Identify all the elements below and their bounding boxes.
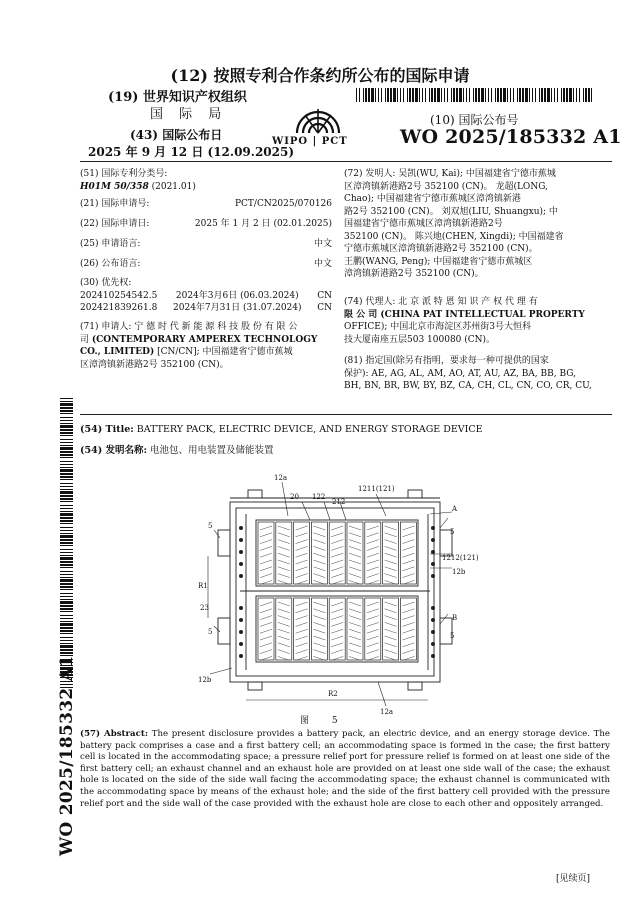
figure-label: R1 xyxy=(198,582,208,590)
priority-row: 202410254542.5 2024年3月6日 (06.03.2024) CN xyxy=(80,290,332,301)
figure-label: 5 xyxy=(450,632,455,640)
figure-label: A xyxy=(452,505,458,513)
field-25-label: (25) 申请语言: xyxy=(80,239,141,249)
field-30 xyxy=(80,277,332,315)
field-22-value: 2025 年 1 月 2 日 (02.01.2025) xyxy=(194,219,332,229)
applicant-address: 区漳湾镇新港路2号 352100 (CN)。 xyxy=(80,359,229,370)
barcode-left xyxy=(60,398,73,688)
divider xyxy=(80,414,612,415)
figure-label: 12b xyxy=(452,568,466,576)
title-chinese: (54) 发明名称: 电池包、用电装置及储能装置 xyxy=(80,445,274,456)
publication-number: WO 2025/185332 A1 xyxy=(400,126,622,148)
publication-date-label: (43) 国际公布日 xyxy=(130,128,223,142)
figure-label: 212 xyxy=(332,498,346,506)
abstract: (57) Abstract: The present disclosure provides a battery pack, an electric device, and an energy storage device. The battery pack comprises a case and a first battery cell; an accommodating space is formed in the case; the first battery cell is located in the accommodating space; a pressure relief port for pressure relief is formed on at least one side of the first battery cell; an exhaust channel and an exhaust hole are provided on at least one side wall of the case; the exhaust hole is located on the side of the side wall facing the accommodating space; the exhaust channel is communicated with the accommodating space by means of the exhaust hole; and the side of the first battery cell provided with the pressure relief port and the side wall of the case provided with the exhaust hole are close to each other and oppositely arranged. xyxy=(80,729,611,809)
priority-row: 202421839261.8 2024年7月31日 (31.07.2024) CN xyxy=(80,303,332,313)
field-51 xyxy=(80,168,332,193)
ipc-code: H01M 50/358 xyxy=(80,181,149,192)
field-30-label: (30) 优先权: xyxy=(80,278,132,288)
figure-label: 23 xyxy=(200,604,209,612)
figure-label: 12a xyxy=(380,708,394,716)
field-21-value: PCT/CN2025/070126 xyxy=(234,199,332,209)
field-71: (71) 申请人: 宁 德 时 代 新 能 源 科 技 股 份 有 限 公 司 (CONTEMPORARY AMPEREX TECHNOLOGY CO., LIMITED) [CN/CN]; 中国福建省宁德市蕉城 区漳湾镇新港路2号 352100 (CN)。 xyxy=(80,321,332,371)
publication-date: 2025 年 9 月 12 日 (12.09.2025) xyxy=(88,145,295,159)
field-22-label: (22) 国际申请日: xyxy=(80,219,150,229)
battery-pack-drawing xyxy=(190,468,480,716)
ipc-date: (2021.01) xyxy=(151,181,196,192)
field-26-label: (26) 公布语言: xyxy=(80,259,141,269)
publication-number-label: (10) 国际公布号 xyxy=(430,113,519,127)
office-name: (19) 世界知识产权组织 xyxy=(108,90,247,105)
document-kind-heading: (12) 按照专利合作条约所公布的国际申请 xyxy=(170,66,470,85)
field-22 xyxy=(80,218,332,231)
applicant-name: (CONTEMPORARY AMPEREX TECHNOLOGY xyxy=(91,334,318,345)
figure-label: 1212(121) xyxy=(442,554,479,562)
field-26-value: 中文 xyxy=(313,259,332,269)
figure-label: 12a xyxy=(274,474,288,482)
field-21 xyxy=(80,198,332,211)
barcode-top xyxy=(356,88,592,102)
field-72: (72) 发明人: 吴凯(WU, Kai); 中国福建省宁德市蕉城 区漳湾镇新港路2号 352100 (CN)。 龙超(LONG, Chao); 中国福建省宁德市蕉城区漳湾镇新港 路2号 352100 (CN)。 刘双旭(LIU, Shuangxu); 中 国福建省宁德市蕉城区漳湾镇新港路2号 352100 (CN)。 陈兴地(CHEN, Xingdi); 中国福建省 宁德市蕉城区漳湾镇新港路2号 352100 (CN)。 王鹏(WANG, Peng); 中国福建省宁德市蕉城区 漳湾镇新港路2号 352100 (CN)。 xyxy=(344,169,564,279)
field-26 xyxy=(80,258,332,271)
figure-label: 5 xyxy=(450,528,455,536)
continued-note: [见续页] xyxy=(556,874,591,884)
figure-label: 20 xyxy=(290,493,299,501)
applicant-line: (71) 申请人: 宁 德 时 代 新 能 源 科 技 股 份 有 限 公 xyxy=(80,322,298,332)
figure-caption: 图 5 xyxy=(300,716,348,726)
title-english: (54) Title: BATTERY PACK, ELECTRIC DEVICE, AND ENERGY STORAGE DEVICE xyxy=(80,424,483,435)
field-51-label: (51) 国际专利分类号: xyxy=(80,169,168,179)
figure-label: 1211(121) xyxy=(358,485,395,493)
field-74: (74) 代理人: 北 京 派 特 恩 知 识 产 权 代 理 有 限 公 司 (CHINA PAT INTELLECTUAL PROPERTY OFFICE); 中国北京市海淀区苏州街3号大恒科 技大厦南座五层503 100080 (CN)。 xyxy=(344,297,585,345)
figure-label: 122 xyxy=(312,493,326,501)
figure-label: 5 xyxy=(208,628,213,636)
field-25 xyxy=(80,238,332,251)
field-21-label: (21) 国际申请号: xyxy=(80,199,150,209)
office-bureau: 国 际 局 xyxy=(150,107,228,122)
divider xyxy=(80,161,612,162)
figure-label: R2 xyxy=(328,690,338,698)
figure-label: 12b xyxy=(198,676,212,684)
wipo-pct-logo-text: WIPO | PCT xyxy=(272,136,348,147)
figure-label: 5 xyxy=(208,522,213,530)
vertical-publication-number: WO 2025/185332 A1 xyxy=(57,655,77,856)
field-81: (81) 指定国(除另有指明，要求每一种可提供的国家 保护): AE, AG, AL, AM, AO, AT, AU, AZ, BA, BB, BG, BH, BN, BR, BW, BY, BZ, CA, CH, CL, CN, CO, CR, CU, xyxy=(344,356,592,391)
figure-label: B xyxy=(452,614,458,622)
field-25-value: 中文 xyxy=(313,239,332,249)
